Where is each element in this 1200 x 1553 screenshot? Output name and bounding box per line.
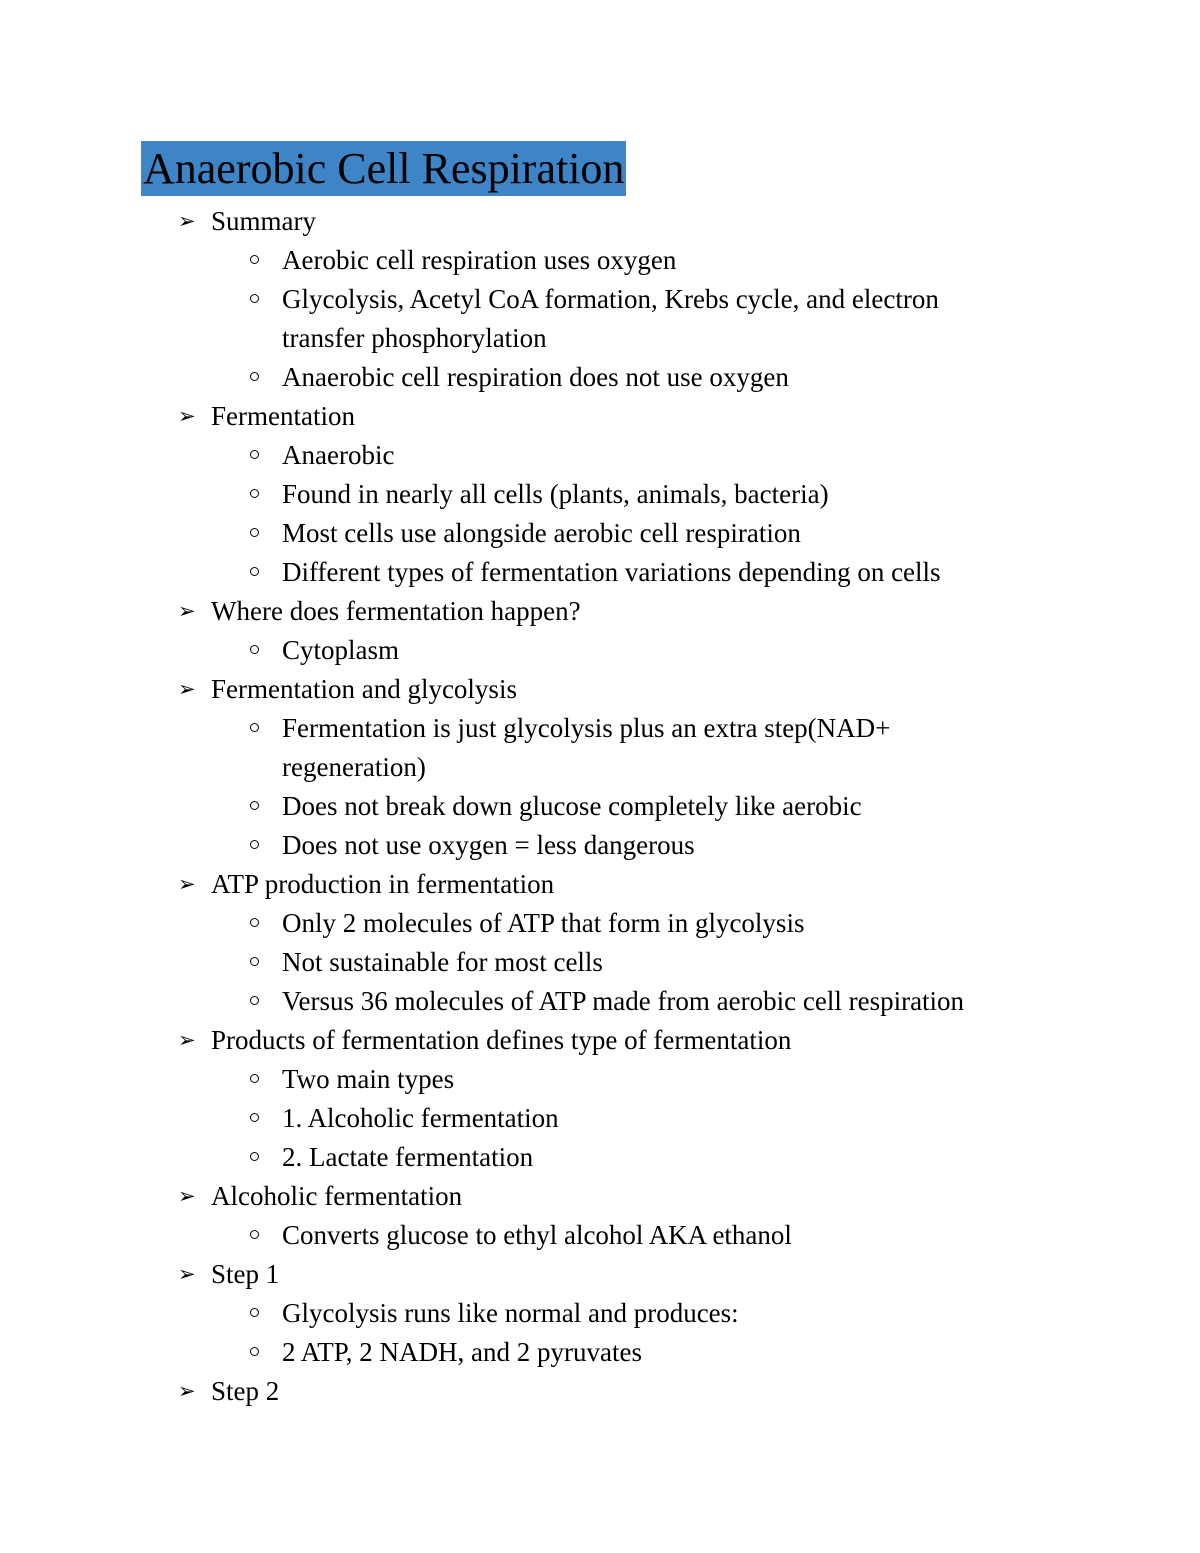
outline-subitem bbox=[0, 475, 1200, 514]
outline-subitem bbox=[0, 358, 1200, 397]
circle-bullet-icon bbox=[250, 567, 259, 576]
outline-heading-text: Products of fermentation defines type of fermentation bbox=[211, 1025, 792, 1055]
outline-subitem-line: Glycolysis runs like normal and produces: bbox=[282, 1298, 739, 1328]
circle-bullet-icon bbox=[250, 957, 259, 966]
circle-bullet-icon bbox=[250, 450, 259, 459]
page-title: Anaerobic Cell Respiration bbox=[141, 141, 626, 196]
outline-heading bbox=[0, 1021, 1200, 1060]
outline-heading bbox=[0, 397, 1200, 436]
circle-bullet-icon bbox=[250, 1347, 259, 1356]
outline-subitem-line: Does not use oxygen = less dangerous bbox=[282, 830, 695, 860]
outline-subitem bbox=[0, 982, 1200, 1021]
outline-subitem-line: Converts glucose to ethyl alcohol AKA ethanol bbox=[282, 1220, 792, 1250]
circle-bullet-icon bbox=[250, 1113, 259, 1122]
outline-subitem-line: Fermentation is just glycolysis plus an extra step(NAD+ bbox=[282, 713, 891, 743]
outline-heading-text: Where does fermentation happen? bbox=[211, 596, 581, 626]
bullet-outline bbox=[0, 202, 1200, 1411]
outline-subitem-line: Aerobic cell respiration uses oxygen bbox=[282, 245, 677, 275]
outline-heading-text: Summary bbox=[211, 206, 316, 236]
outline-subitem bbox=[0, 436, 1200, 475]
outline-subitem-line: 2 ATP, 2 NADH, and 2 pyruvates bbox=[282, 1337, 642, 1367]
arrow-bullet-icon: ➢ bbox=[178, 599, 196, 623]
outline-heading-text: Fermentation and glycolysis bbox=[211, 674, 517, 704]
arrow-bullet-icon: ➢ bbox=[178, 872, 196, 896]
circle-bullet-icon bbox=[250, 996, 259, 1005]
outline-subitem bbox=[0, 787, 1200, 826]
outline-heading bbox=[0, 865, 1200, 904]
outline-subitem-line: Glycolysis, Acetyl CoA formation, Krebs cycle, and electron bbox=[282, 284, 939, 314]
outline-subitem-line: 2. Lactate fermentation bbox=[282, 1142, 534, 1172]
outline-subitem bbox=[0, 280, 1200, 358]
circle-bullet-icon bbox=[250, 1152, 259, 1161]
outline-subitem-line: Found in nearly all cells (plants, animals, bacteria) bbox=[282, 479, 829, 509]
outline-subitem-line: Most cells use alongside aerobic cell respiration bbox=[282, 518, 801, 548]
outline-subitem-line: Cytoplasm bbox=[282, 635, 400, 665]
outline-heading bbox=[0, 670, 1200, 709]
outline-subitem bbox=[0, 904, 1200, 943]
outline-subitem bbox=[0, 826, 1200, 865]
outline-subitem-line: Not sustainable for most cells bbox=[282, 947, 603, 977]
outline-heading-text: Step 2 bbox=[211, 1376, 280, 1406]
arrow-bullet-icon: ➢ bbox=[178, 1184, 196, 1208]
outline-subitem bbox=[0, 241, 1200, 280]
outline-subitem bbox=[0, 1294, 1200, 1333]
outline-heading bbox=[0, 592, 1200, 631]
outline-subitem bbox=[0, 1060, 1200, 1099]
outline-heading bbox=[0, 1177, 1200, 1216]
outline-subitem bbox=[0, 943, 1200, 982]
outline-heading-text: Alcoholic fermentation bbox=[211, 1181, 463, 1211]
arrow-bullet-icon: ➢ bbox=[178, 1262, 196, 1286]
circle-bullet-icon bbox=[250, 1308, 259, 1317]
outline-subitem-line: Anaerobic cell respiration does not use oxygen bbox=[282, 362, 789, 392]
circle-bullet-icon bbox=[250, 294, 259, 303]
circle-bullet-icon bbox=[250, 489, 259, 498]
outline-subitem-line: Two main types bbox=[282, 1064, 455, 1094]
outline-subitem-line: Anaerobic bbox=[282, 440, 395, 470]
circle-bullet-icon bbox=[250, 840, 259, 849]
arrow-bullet-icon: ➢ bbox=[178, 1028, 196, 1052]
outline-subitem bbox=[0, 1216, 1200, 1255]
circle-bullet-icon bbox=[250, 645, 259, 654]
outline-subitem-line: Does not break down glucose completely like aerobic bbox=[282, 791, 862, 821]
circle-bullet-icon bbox=[250, 255, 259, 264]
arrow-bullet-icon: ➢ bbox=[178, 1379, 196, 1403]
circle-bullet-icon bbox=[250, 801, 259, 810]
outline-subitem-line: Only 2 molecules of ATP that form in glycolysis bbox=[282, 908, 805, 938]
outline-subitem-line: transfer phosphorylation bbox=[282, 323, 547, 353]
outline-heading-text: Step 1 bbox=[211, 1259, 280, 1289]
circle-bullet-icon bbox=[250, 918, 259, 927]
outline-subitem bbox=[0, 631, 1200, 670]
outline-subitem-line: 1. Alcoholic fermentation bbox=[282, 1103, 559, 1133]
arrow-bullet-icon: ➢ bbox=[178, 677, 196, 701]
circle-bullet-icon bbox=[250, 1230, 259, 1239]
outline-heading bbox=[0, 1255, 1200, 1294]
outline-heading-text: Fermentation bbox=[211, 401, 355, 431]
outline-subitem-line: regeneration) bbox=[282, 752, 426, 782]
outline-subitem bbox=[0, 1099, 1200, 1138]
outline-heading bbox=[0, 1372, 1200, 1411]
circle-bullet-icon bbox=[250, 723, 259, 732]
outline-subitem-line: Different types of fermentation variations depending on cells bbox=[282, 557, 941, 587]
outline-subitem bbox=[0, 553, 1200, 592]
arrow-bullet-icon: ➢ bbox=[178, 404, 196, 428]
circle-bullet-icon bbox=[250, 1074, 259, 1083]
outline-subitem bbox=[0, 1333, 1200, 1372]
circle-bullet-icon bbox=[250, 372, 259, 381]
outline-subitem bbox=[0, 514, 1200, 553]
outline-heading bbox=[0, 202, 1200, 241]
outline-subitem-line: Versus 36 molecules of ATP made from aerobic cell respiration bbox=[282, 986, 965, 1016]
circle-bullet-icon bbox=[250, 528, 259, 537]
outline-subitem bbox=[0, 1138, 1200, 1177]
outline-heading-text: ATP production in fermentation bbox=[211, 869, 555, 899]
outline-subitem bbox=[0, 709, 1200, 787]
arrow-bullet-icon: ➢ bbox=[178, 209, 196, 233]
